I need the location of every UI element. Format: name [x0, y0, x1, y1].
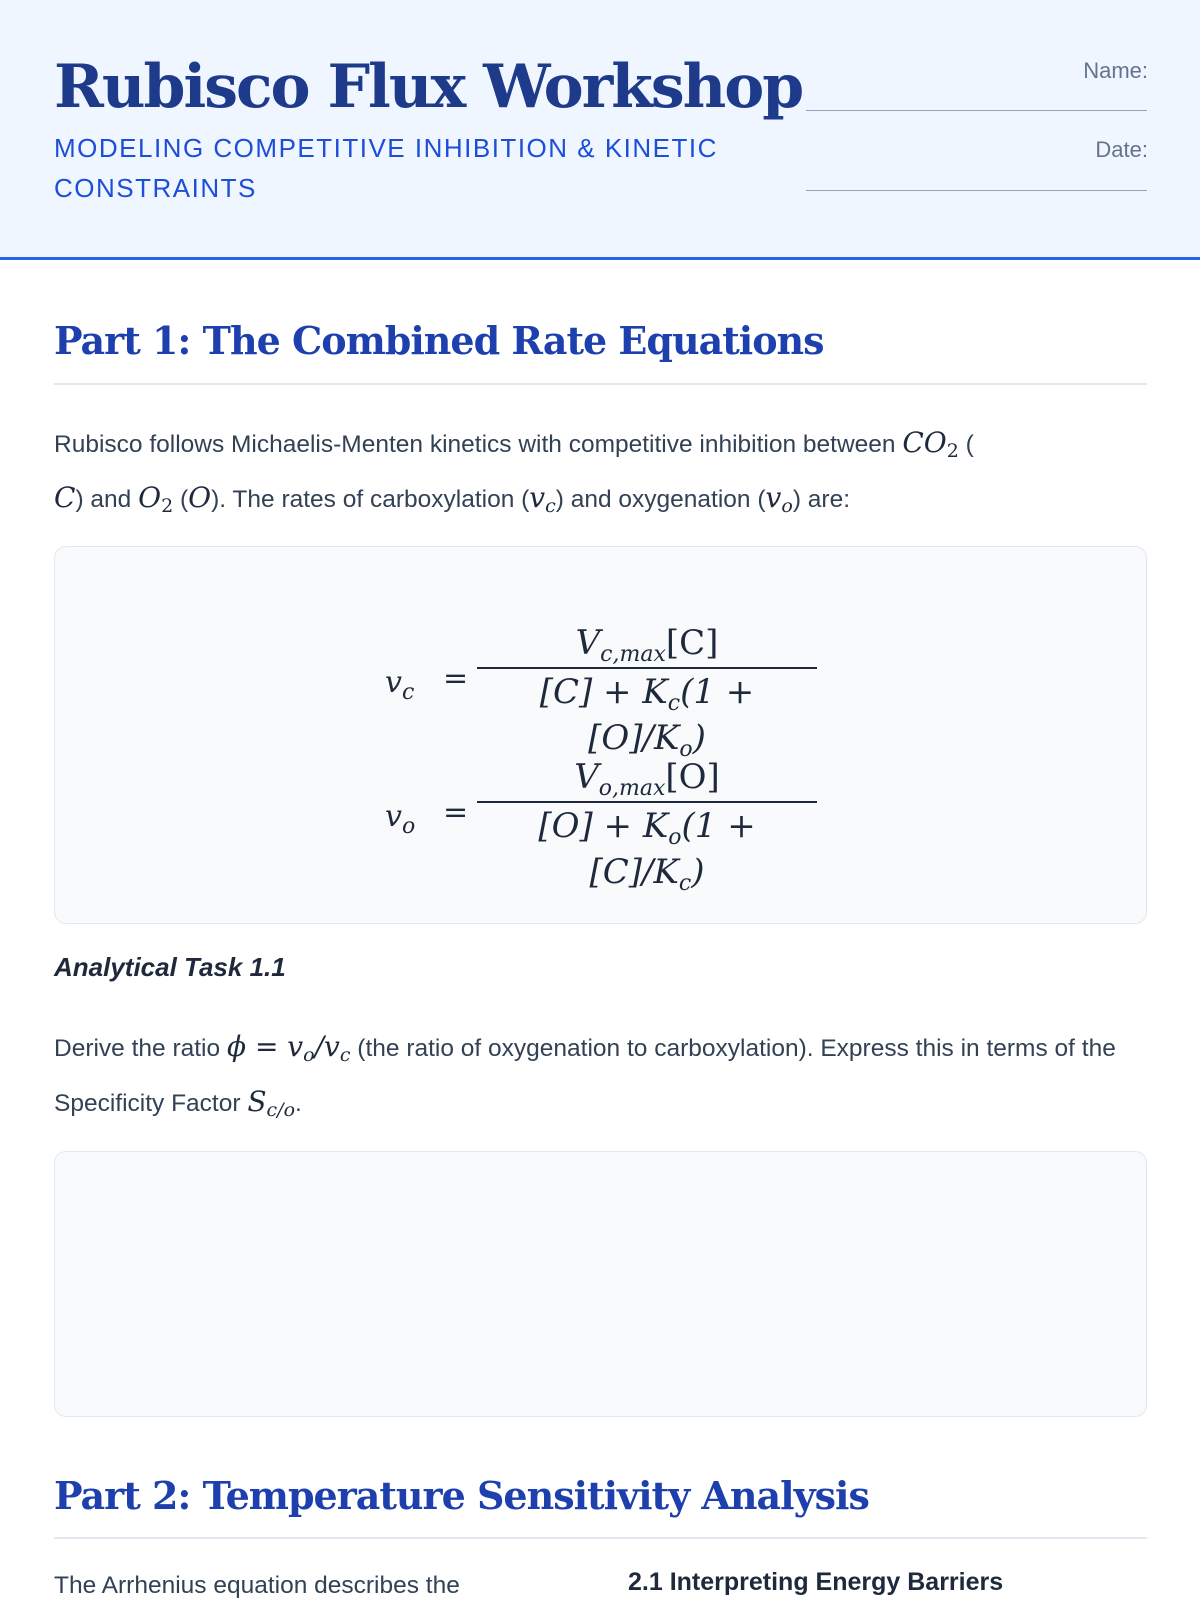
equation-box: [54, 546, 1147, 924]
part2-intro: The Arrhenius equation describes the: [54, 1572, 460, 1599]
oxygenation-equation: $v_o$ = $V_{o,max}[O]$ $[O] + K_o(1 + [C]/K_c)$: [385, 755, 825, 855]
part2-heading: Part 2: Temperature Sensitivity Analysis: [54, 1473, 869, 1518]
task-label: Analytical Task 1.1: [54, 952, 286, 982]
task-description: Derive the ratio $\phi = v_o/v_c$ (the ratio of oxygenation to carboxylation). Express this in terms of the Specificity Factor $S_{c/o}$.: [54, 1030, 1116, 1121]
page-title: Rubisco Flux Workshop: [54, 52, 803, 122]
part1-divider: [54, 383, 1147, 385]
answer-area[interactable]: [54, 1151, 1147, 1417]
part1-heading: Part 1: The Combined Rate Equations: [54, 318, 824, 363]
worksheet-header: [0, 0, 1200, 260]
name-field[interactable]: [806, 110, 1147, 111]
name-label: Name:: [1083, 58, 1148, 83]
date-label: Date:: [1095, 137, 1148, 162]
part1-intro: Rubisco follows Michaelis-Menten kinetics with competitive inhibition between $CO_2$ ( C) and $O_2$ (O). The rates of carboxylation $(v_c)$ and oxygenation $(v_o)$ are:: [54, 426, 974, 517]
part2-divider: [54, 1537, 1147, 1539]
date-field[interactable]: [806, 190, 1147, 191]
page-subtitle: MODELING COMPETITIVE INHIBITION & KINETIC CONSTRAINTS: [54, 133, 718, 203]
part2-subheading: 2.1 Interpreting Energy Barriers: [628, 1568, 1004, 1596]
carboxylation-equation: $v_c$ = $V_{c,max}[C]$ $[C] + K_c(1 + [O]/K_o)$: [385, 621, 825, 721]
